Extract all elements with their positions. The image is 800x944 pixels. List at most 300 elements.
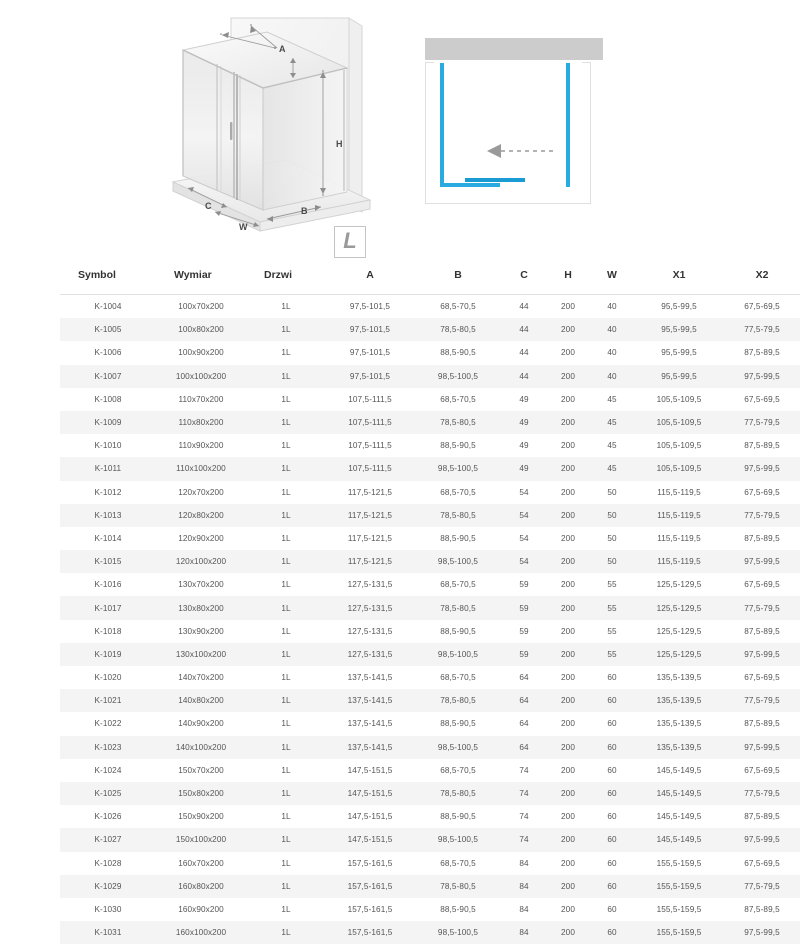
- cell-symbol: K-1027: [60, 828, 156, 851]
- table-row: [60, 504, 800, 527]
- orientation-badge-label: L: [343, 230, 356, 252]
- cell-symbol: K-1008: [60, 388, 156, 411]
- cell-a: 137,5-141,5: [326, 689, 414, 712]
- cell-h: 200: [546, 573, 590, 596]
- cell-symbol: K-1031: [60, 921, 156, 944]
- cell-symbol: K-1029: [60, 875, 156, 898]
- table-row: [60, 318, 800, 341]
- cell-x1: 115,5-119,5: [634, 504, 724, 527]
- cell-symbol: K-1017: [60, 596, 156, 619]
- cell-a: 107,5-111,5: [326, 434, 414, 457]
- cell-a: 97,5-101,5: [326, 341, 414, 364]
- cell-symbol: K-1009: [60, 411, 156, 434]
- cell-x2: 67,5-69,5: [724, 295, 800, 319]
- cell-x2: 87,5-89,5: [724, 712, 800, 735]
- table-row: [60, 712, 800, 735]
- cell-b: 68,5-70,5: [414, 759, 502, 782]
- cell-wymiar: 130x100x200: [156, 643, 246, 666]
- cell-drzwi: 1L: [246, 759, 326, 782]
- plan-view-svg: [425, 36, 603, 222]
- cell-x1: 145,5-149,5: [634, 759, 724, 782]
- cell-x2: 77,5-79,5: [724, 504, 800, 527]
- cell-b: 68,5-70,5: [414, 666, 502, 689]
- cell-drzwi: 1L: [246, 921, 326, 944]
- cell-w: 60: [590, 736, 634, 759]
- cell-symbol: K-1021: [60, 689, 156, 712]
- cell-b: 78,5-80,5: [414, 596, 502, 619]
- table-row: [60, 365, 800, 388]
- cell-a: 97,5-101,5: [326, 295, 414, 319]
- cell-a: 147,5-151,5: [326, 782, 414, 805]
- cell-h: 200: [546, 666, 590, 689]
- cell-x2: 97,5-99,5: [724, 643, 800, 666]
- cell-c: 84: [502, 921, 546, 944]
- cell-x1: 105,5-109,5: [634, 388, 724, 411]
- cell-x1: 135,5-139,5: [634, 666, 724, 689]
- cell-w: 40: [590, 295, 634, 319]
- cell-h: 200: [546, 852, 590, 875]
- cell-drzwi: 1L: [246, 365, 326, 388]
- cell-w: 50: [590, 527, 634, 550]
- cell-x1: 115,5-119,5: [634, 527, 724, 550]
- cell-w: 40: [590, 341, 634, 364]
- cell-c: 74: [502, 782, 546, 805]
- cell-h: 200: [546, 318, 590, 341]
- cell-symbol: K-1020: [60, 666, 156, 689]
- cell-x2: 67,5-69,5: [724, 759, 800, 782]
- cell-wymiar: 110x100x200: [156, 457, 246, 480]
- cell-x1: 95,5-99,5: [634, 341, 724, 364]
- cell-a: 157,5-161,5: [326, 898, 414, 921]
- table-row: [60, 295, 800, 319]
- cell-wymiar: 160x70x200: [156, 852, 246, 875]
- cell-a: 117,5-121,5: [326, 504, 414, 527]
- cell-w: 55: [590, 643, 634, 666]
- cell-a: 117,5-121,5: [326, 550, 414, 573]
- cell-symbol: K-1026: [60, 805, 156, 828]
- cell-wymiar: 100x100x200: [156, 365, 246, 388]
- cell-h: 200: [546, 457, 590, 480]
- cell-w: 45: [590, 388, 634, 411]
- cell-symbol: K-1025: [60, 782, 156, 805]
- cell-w: 60: [590, 828, 634, 851]
- cell-b: 98,5-100,5: [414, 736, 502, 759]
- table-row: [60, 388, 800, 411]
- table-row: [60, 805, 800, 828]
- cell-wymiar: 120x70x200: [156, 481, 246, 504]
- cell-drzwi: 1L: [246, 596, 326, 619]
- cell-drzwi: 1L: [246, 782, 326, 805]
- cell-b: 88,5-90,5: [414, 434, 502, 457]
- cell-x1: 125,5-129,5: [634, 596, 724, 619]
- table-row: [60, 736, 800, 759]
- cell-x2: 67,5-69,5: [724, 573, 800, 596]
- cell-x1: 145,5-149,5: [634, 805, 724, 828]
- cell-x1: 105,5-109,5: [634, 434, 724, 457]
- cell-x1: 125,5-129,5: [634, 573, 724, 596]
- cell-x1: 95,5-99,5: [634, 295, 724, 319]
- cell-x2: 87,5-89,5: [724, 341, 800, 364]
- cell-w: 60: [590, 805, 634, 828]
- cell-wymiar: 150x100x200: [156, 828, 246, 851]
- cell-drzwi: 1L: [246, 434, 326, 457]
- column-header-symbol: Symbol: [60, 258, 156, 295]
- cell-h: 200: [546, 295, 590, 319]
- cell-h: 200: [546, 689, 590, 712]
- cell-c: 49: [502, 388, 546, 411]
- cell-a: 127,5-131,5: [326, 620, 414, 643]
- cell-b: 98,5-100,5: [414, 643, 502, 666]
- cell-x1: 135,5-139,5: [634, 712, 724, 735]
- cell-symbol: K-1013: [60, 504, 156, 527]
- cell-symbol: K-1023: [60, 736, 156, 759]
- cell-h: 200: [546, 620, 590, 643]
- cell-a: 127,5-131,5: [326, 596, 414, 619]
- cell-a: 157,5-161,5: [326, 852, 414, 875]
- column-header-wymiar: Wymiar: [156, 258, 246, 295]
- cell-a: 107,5-111,5: [326, 411, 414, 434]
- table-row: [60, 689, 800, 712]
- cell-h: 200: [546, 341, 590, 364]
- cell-h: 200: [546, 712, 590, 735]
- column-header-c: C: [502, 258, 546, 295]
- cell-drzwi: 1L: [246, 852, 326, 875]
- specification-table: [60, 258, 800, 944]
- cell-c: 64: [502, 689, 546, 712]
- cell-h: 200: [546, 782, 590, 805]
- table-row: [60, 573, 800, 596]
- diagrams-panel: [0, 0, 800, 258]
- cell-b: 68,5-70,5: [414, 388, 502, 411]
- cell-w: 60: [590, 689, 634, 712]
- cell-x1: 125,5-129,5: [634, 643, 724, 666]
- dimension-label-b: B: [301, 206, 308, 216]
- cell-wymiar: 160x90x200: [156, 898, 246, 921]
- table-row: [60, 852, 800, 875]
- cell-x2: 67,5-69,5: [724, 852, 800, 875]
- cell-h: 200: [546, 434, 590, 457]
- orientation-badge-left: [334, 226, 366, 258]
- cell-x1: 155,5-159,5: [634, 852, 724, 875]
- table-row: [60, 620, 800, 643]
- cell-x2: 77,5-79,5: [724, 875, 800, 898]
- cell-h: 200: [546, 921, 590, 944]
- table-row: [60, 527, 800, 550]
- cell-symbol: K-1024: [60, 759, 156, 782]
- shower-enclosure-isometric-drawing: [155, 4, 400, 254]
- cell-x1: 145,5-149,5: [634, 828, 724, 851]
- cell-wymiar: 110x70x200: [156, 388, 246, 411]
- cell-wymiar: 140x70x200: [156, 666, 246, 689]
- cell-b: 78,5-80,5: [414, 411, 502, 434]
- cell-x1: 155,5-159,5: [634, 898, 724, 921]
- cell-b: 78,5-80,5: [414, 504, 502, 527]
- cell-a: 117,5-121,5: [326, 527, 414, 550]
- cell-x1: 155,5-159,5: [634, 875, 724, 898]
- cell-c: 44: [502, 295, 546, 319]
- cell-wymiar: 110x90x200: [156, 434, 246, 457]
- cell-c: 74: [502, 805, 546, 828]
- column-header-w: W: [590, 258, 634, 295]
- cell-symbol: K-1028: [60, 852, 156, 875]
- cell-h: 200: [546, 481, 590, 504]
- cell-b: 78,5-80,5: [414, 782, 502, 805]
- cell-b: 78,5-80,5: [414, 875, 502, 898]
- cell-b: 88,5-90,5: [414, 527, 502, 550]
- cell-c: 59: [502, 620, 546, 643]
- cell-wymiar: 160x100x200: [156, 921, 246, 944]
- cell-c: 54: [502, 504, 546, 527]
- cell-w: 60: [590, 759, 634, 782]
- table-row: [60, 481, 800, 504]
- cell-symbol: K-1010: [60, 434, 156, 457]
- cell-w: 60: [590, 875, 634, 898]
- cell-drzwi: 1L: [246, 550, 326, 573]
- cell-b: 78,5-80,5: [414, 689, 502, 712]
- cell-x2: 67,5-69,5: [724, 481, 800, 504]
- cell-w: 45: [590, 457, 634, 480]
- cell-b: 98,5-100,5: [414, 921, 502, 944]
- cell-h: 200: [546, 875, 590, 898]
- cell-symbol: K-1007: [60, 365, 156, 388]
- cell-wymiar: 120x100x200: [156, 550, 246, 573]
- cell-w: 60: [590, 921, 634, 944]
- cell-w: 60: [590, 782, 634, 805]
- cell-h: 200: [546, 527, 590, 550]
- table-row: [60, 411, 800, 434]
- cell-b: 68,5-70,5: [414, 573, 502, 596]
- table-row: [60, 759, 800, 782]
- cell-w: 50: [590, 504, 634, 527]
- specification-table-area: [0, 258, 800, 944]
- cell-x2: 97,5-99,5: [724, 828, 800, 851]
- cell-w: 50: [590, 550, 634, 573]
- cell-x2: 77,5-79,5: [724, 782, 800, 805]
- cell-wymiar: 150x80x200: [156, 782, 246, 805]
- cell-x2: 97,5-99,5: [724, 550, 800, 573]
- cell-b: 68,5-70,5: [414, 481, 502, 504]
- cell-symbol: K-1004: [60, 295, 156, 319]
- cell-drzwi: 1L: [246, 411, 326, 434]
- cell-a: 97,5-101,5: [326, 365, 414, 388]
- column-header-b: B: [414, 258, 502, 295]
- cell-symbol: K-1016: [60, 573, 156, 596]
- cell-a: 137,5-141,5: [326, 712, 414, 735]
- cell-x2: 97,5-99,5: [724, 921, 800, 944]
- cell-w: 55: [590, 573, 634, 596]
- cell-w: 40: [590, 365, 634, 388]
- cell-symbol: K-1030: [60, 898, 156, 921]
- cell-b: 78,5-80,5: [414, 318, 502, 341]
- cell-h: 200: [546, 504, 590, 527]
- cell-drzwi: 1L: [246, 504, 326, 527]
- cell-a: 127,5-131,5: [326, 643, 414, 666]
- cell-h: 200: [546, 388, 590, 411]
- cell-a: 147,5-151,5: [326, 759, 414, 782]
- cell-a: 157,5-161,5: [326, 921, 414, 944]
- table-row: [60, 921, 800, 944]
- cell-h: 200: [546, 828, 590, 851]
- cell-w: 60: [590, 712, 634, 735]
- cell-symbol: K-1011: [60, 457, 156, 480]
- cell-x1: 95,5-99,5: [634, 365, 724, 388]
- cell-drzwi: 1L: [246, 643, 326, 666]
- cell-x1: 105,5-109,5: [634, 411, 724, 434]
- cell-x1: 135,5-139,5: [634, 736, 724, 759]
- column-header-h: H: [546, 258, 590, 295]
- table-row: [60, 434, 800, 457]
- table-header: [60, 258, 800, 295]
- cell-c: 84: [502, 852, 546, 875]
- cell-wymiar: 130x80x200: [156, 596, 246, 619]
- cell-x2: 87,5-89,5: [724, 620, 800, 643]
- cell-x1: 155,5-159,5: [634, 921, 724, 944]
- cell-drzwi: 1L: [246, 318, 326, 341]
- dimension-label-c: C: [205, 201, 212, 211]
- cell-c: 84: [502, 898, 546, 921]
- cell-x1: 135,5-139,5: [634, 689, 724, 712]
- cell-wymiar: 150x90x200: [156, 805, 246, 828]
- cell-symbol: K-1006: [60, 341, 156, 364]
- cell-a: 127,5-131,5: [326, 573, 414, 596]
- cell-x1: 145,5-149,5: [634, 782, 724, 805]
- cell-x2: 77,5-79,5: [724, 318, 800, 341]
- cell-x2: 67,5-69,5: [724, 666, 800, 689]
- cell-b: 98,5-100,5: [414, 550, 502, 573]
- cell-x2: 87,5-89,5: [724, 434, 800, 457]
- cell-drzwi: 1L: [246, 341, 326, 364]
- cell-symbol: K-1005: [60, 318, 156, 341]
- cell-x2: 97,5-99,5: [724, 457, 800, 480]
- isometric-drawing-svg: [155, 4, 400, 254]
- cell-x2: 77,5-79,5: [724, 689, 800, 712]
- cell-drzwi: 1L: [246, 875, 326, 898]
- cell-w: 60: [590, 852, 634, 875]
- table-header-row: [60, 258, 800, 295]
- cell-a: 157,5-161,5: [326, 875, 414, 898]
- cell-w: 60: [590, 666, 634, 689]
- cell-x2: 87,5-89,5: [724, 805, 800, 828]
- cell-x1: 95,5-99,5: [634, 318, 724, 341]
- cell-b: 88,5-90,5: [414, 805, 502, 828]
- table-row: [60, 875, 800, 898]
- dimension-label-a: A: [279, 44, 286, 54]
- cell-h: 200: [546, 759, 590, 782]
- cell-a: 147,5-151,5: [326, 805, 414, 828]
- cell-w: 40: [590, 318, 634, 341]
- cell-drzwi: 1L: [246, 295, 326, 319]
- cell-a: 137,5-141,5: [326, 736, 414, 759]
- cell-symbol: K-1018: [60, 620, 156, 643]
- cell-h: 200: [546, 365, 590, 388]
- cell-wymiar: 160x80x200: [156, 875, 246, 898]
- cell-b: 88,5-90,5: [414, 341, 502, 364]
- table-row: [60, 782, 800, 805]
- table-row: [60, 898, 800, 921]
- cell-c: 64: [502, 666, 546, 689]
- cell-a: 147,5-151,5: [326, 828, 414, 851]
- cell-drzwi: 1L: [246, 689, 326, 712]
- cell-a: 117,5-121,5: [326, 481, 414, 504]
- cell-drzwi: 1L: [246, 666, 326, 689]
- cell-w: 45: [590, 411, 634, 434]
- cell-c: 54: [502, 550, 546, 573]
- cell-wymiar: 130x70x200: [156, 573, 246, 596]
- cell-x1: 115,5-119,5: [634, 550, 724, 573]
- cell-b: 88,5-90,5: [414, 620, 502, 643]
- cell-c: 44: [502, 341, 546, 364]
- cell-drzwi: 1L: [246, 736, 326, 759]
- cell-wymiar: 140x90x200: [156, 712, 246, 735]
- column-header-a: A: [326, 258, 414, 295]
- cell-x2: 97,5-99,5: [724, 736, 800, 759]
- cell-a: 107,5-111,5: [326, 457, 414, 480]
- cell-symbol: K-1014: [60, 527, 156, 550]
- cell-a: 107,5-111,5: [326, 388, 414, 411]
- cell-wymiar: 140x100x200: [156, 736, 246, 759]
- cell-drzwi: 1L: [246, 805, 326, 828]
- cell-w: 55: [590, 620, 634, 643]
- cell-b: 68,5-70,5: [414, 295, 502, 319]
- cell-wymiar: 100x90x200: [156, 341, 246, 364]
- cell-c: 54: [502, 527, 546, 550]
- cell-b: 98,5-100,5: [414, 457, 502, 480]
- cell-h: 200: [546, 550, 590, 573]
- cell-x2: 87,5-89,5: [724, 527, 800, 550]
- cell-b: 68,5-70,5: [414, 852, 502, 875]
- cell-a: 97,5-101,5: [326, 318, 414, 341]
- cell-c: 59: [502, 573, 546, 596]
- table-body: [60, 295, 800, 944]
- cell-w: 60: [590, 898, 634, 921]
- cell-c: 84: [502, 875, 546, 898]
- dimension-label-h: H: [336, 139, 343, 149]
- table-row: [60, 341, 800, 364]
- cell-c: 44: [502, 318, 546, 341]
- cell-c: 49: [502, 411, 546, 434]
- cell-x2: 77,5-79,5: [724, 596, 800, 619]
- cell-w: 50: [590, 481, 634, 504]
- table-row: [60, 550, 800, 573]
- cell-x1: 125,5-129,5: [634, 620, 724, 643]
- cell-wymiar: 100x80x200: [156, 318, 246, 341]
- cell-drzwi: 1L: [246, 388, 326, 411]
- cell-drzwi: 1L: [246, 712, 326, 735]
- cell-drzwi: 1L: [246, 828, 326, 851]
- column-header-drzwi: Drzwi: [246, 258, 326, 295]
- cell-drzwi: 1L: [246, 457, 326, 480]
- cell-c: 74: [502, 828, 546, 851]
- cell-drzwi: 1L: [246, 527, 326, 550]
- cell-wymiar: 120x80x200: [156, 504, 246, 527]
- cell-x2: 67,5-69,5: [724, 388, 800, 411]
- cell-c: 44: [502, 365, 546, 388]
- cell-wymiar: 100x70x200: [156, 295, 246, 319]
- cell-drzwi: 1L: [246, 573, 326, 596]
- column-header-x2: X2: [724, 258, 800, 295]
- table-row: [60, 828, 800, 851]
- cell-symbol: K-1019: [60, 643, 156, 666]
- table-row: [60, 643, 800, 666]
- shower-enclosure-plan-view: [425, 36, 603, 222]
- cell-h: 200: [546, 898, 590, 921]
- cell-wymiar: 140x80x200: [156, 689, 246, 712]
- cell-h: 200: [546, 596, 590, 619]
- cell-drzwi: 1L: [246, 620, 326, 643]
- cell-h: 200: [546, 805, 590, 828]
- cell-x2: 77,5-79,5: [724, 411, 800, 434]
- cell-symbol: K-1012: [60, 481, 156, 504]
